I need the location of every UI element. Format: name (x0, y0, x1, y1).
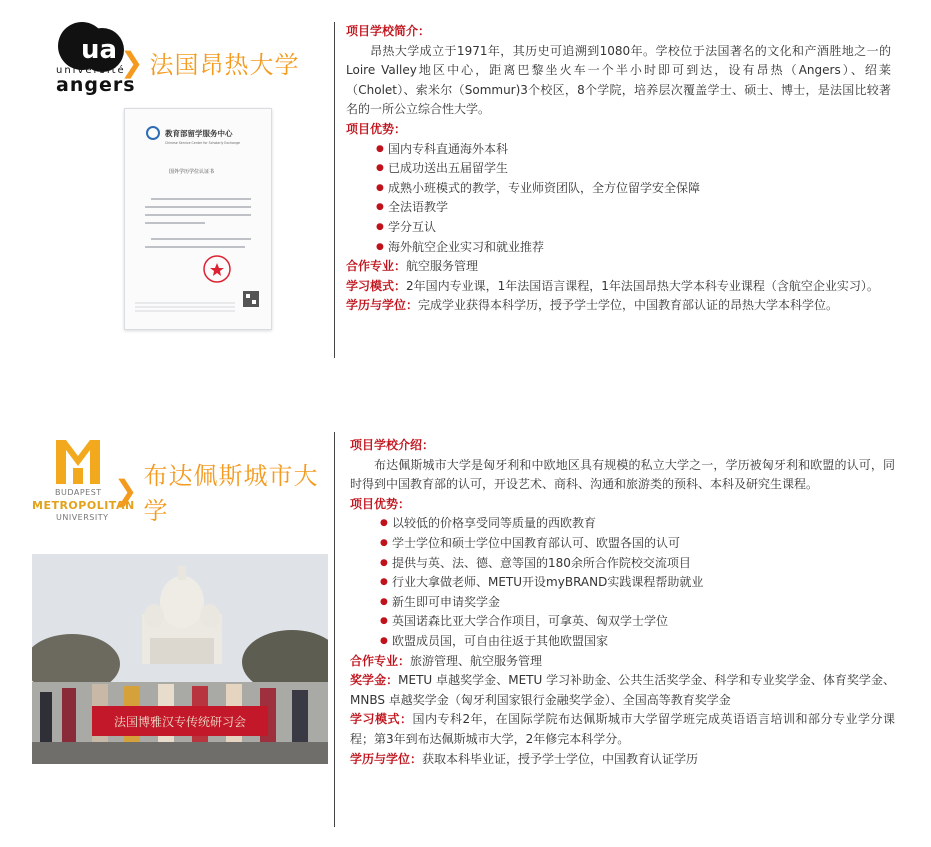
budapest-major-value: 旅游管理、航空服务管理 (410, 653, 543, 668)
certificate-title: 国外学历学位认证书 (169, 169, 215, 175)
angers-advantages-heading: 项目优势： (346, 121, 407, 136)
list-item: ● 新生即可申请奖学金 (380, 593, 895, 613)
photo-banner-text: 法国博雅汉专传统研习会 (113, 715, 247, 729)
angers-logo-line1: université (56, 65, 126, 76)
budapest-major (350, 652, 895, 672)
budapest-section (0, 430, 931, 847)
budapest-logo-line2: METROPOLITAN (32, 499, 135, 512)
angers-title (120, 45, 299, 80)
budapest-scholarship-label: 奖学金： (350, 673, 399, 688)
angers-content (346, 22, 891, 316)
list-item: ● 全法语教学 (376, 198, 891, 218)
list-item: ● 学士学位和硕士学位中国教育部认可、欧盟各国的认可 (380, 534, 895, 554)
budapest-logo-line1: BUDAPEST (55, 488, 102, 497)
angers-degree (346, 296, 891, 316)
chevron-right-icon: ❯ (120, 45, 144, 79)
budapest-mode-label: 学习模式： (350, 712, 413, 727)
angers-advantages-list (346, 140, 891, 258)
budapest-advantages-heading: 项目优势： (350, 496, 411, 511)
angers-school-name: 法国昂热大学 (149, 51, 300, 79)
list-item: ● 英国诺森比亚大学合作项目，可拿英、匈双学士学位 (380, 612, 895, 632)
divider-line (334, 22, 335, 358)
list-item: ● 学分互认 (376, 218, 891, 238)
angers-intro-text: 昂热大学成立于1971年，其历史可追溯到1080年。学校位于法国著名的文化和产酒胜地之一的Loire Valley地区中心，距离巴黎坐火车一个半小时即可到达，设有昂热（Angers）、绍莱（Cholet）、索米尔（Sommur)3个校区，8个学院，培养层次覆盖学士、硕士、博士，是法国比较著名的一所公立综合性大学。 (346, 43, 891, 117)
angers-degree-value: 完成学业获得本科学历，授予学士学位，中国教育部认证的昂热大学本科学位。 (418, 298, 839, 313)
list-item: ● 提供与英、法、德、意等国的180余所合作院校交流项目 (380, 554, 895, 574)
budapest-mode (350, 710, 895, 749)
budapest-degree-value: 获取本科毕业证，授予学士学位，中国教育认证学历 (422, 751, 699, 766)
angers-major (346, 257, 891, 277)
budapest-degree-label: 学历与学位： (350, 751, 423, 766)
list-item: ● 欧盟成员国，可自由往返于其他欧盟国家 (380, 632, 895, 652)
list-item: ● 成熟小班模式的教学，专业师资团队，全方位留学安全保障 (376, 179, 891, 199)
list-item: ● 国内专科直通海外本科 (376, 140, 891, 160)
budapest-left-column (0, 430, 335, 847)
budapest-scholarship (350, 671, 895, 710)
angers-mode (346, 277, 891, 297)
certificate-image (124, 108, 272, 330)
budapest-intro-heading: 项目学校介绍： (350, 438, 435, 452)
certificate-org-name: 教育部留学服务中心 (165, 129, 233, 138)
chevron-right-icon: ❯ (114, 474, 138, 507)
budapest-content (350, 436, 895, 769)
angers-mode-value: 2年国内专业课，1年法国语言课程，1年法国昂热大学本科专业课程（含航空企业实习）。 (406, 278, 879, 293)
budapest-logo-line3: UNIVERSITY (56, 513, 109, 522)
budapest-title (114, 456, 335, 526)
angers-logo-line2: angers (56, 74, 136, 96)
angers-mode-label: 学习模式： (346, 278, 407, 293)
angers-left-column (0, 0, 335, 380)
list-item: ● 海外航空企业实习和就业推荐 (376, 238, 891, 258)
budapest-advantages-list (350, 514, 895, 651)
certificate-org-en: Chinese Service Center for Scholarly Exchange (165, 141, 240, 145)
list-item: ● 行业大拿做老师、METU开设myBRAND实践课程帮助就业 (380, 573, 895, 593)
angers-intro-heading: 项目学校简介： (346, 24, 431, 38)
budapest-scholarship-value: METU 卓越奖学金、METU 学习补助金、公共生活奖学金、科学和专业奖学金、体育奖学金、MNBS 卓越奖学金（匈牙利国家银行金融奖学金）、全国高等教育奖学金 (350, 673, 895, 707)
budapest-school-name: 布达佩斯城市大学 (143, 462, 319, 525)
divider-line (334, 432, 335, 827)
budapest-degree (350, 750, 895, 770)
budapest-mode-value: 国内专科2年，在国际学院布达佩斯城市大学留学班完成英语语言培训和部分专业学分课程；第3年到布达佩斯城市大学，2年修完本科学分。 (350, 712, 895, 746)
list-item: ● 已成功送出五届留学生 (376, 159, 891, 179)
budapest-major-label: 合作专业： (350, 653, 411, 668)
list-item: ● 以较低的价格享受同等质量的西欧教育 (380, 514, 895, 534)
budapest-intro-text: 布达佩斯城市大学是匈牙利和中欧地区具有规模的私立大学之一，学历被匈牙利和欧盟的认可，同时得到中国教育部的认可，开设艺术、商科、沟通和旅游类的预科、本科及研究生课程。 (350, 457, 895, 492)
budapest-logo-mark (54, 438, 102, 486)
angers-degree-label: 学历与学位： (346, 298, 419, 313)
group-photo (32, 554, 328, 764)
angers-section (0, 0, 931, 380)
angers-major-label: 合作专业： (346, 259, 407, 274)
svg-text:ua: ua (81, 35, 118, 65)
angers-major-value: 航空服务管理 (406, 259, 479, 274)
